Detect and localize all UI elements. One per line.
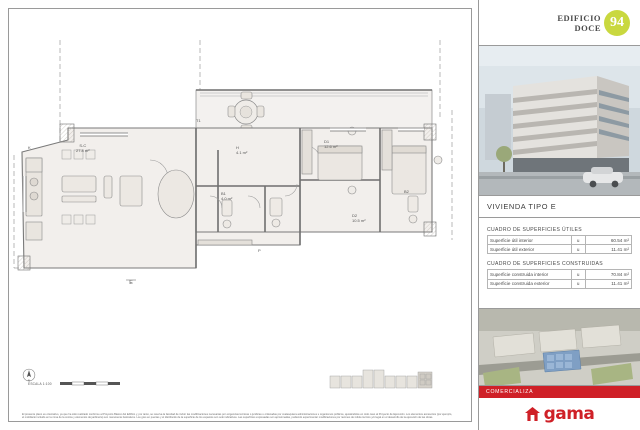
living-tag	[76, 144, 90, 154]
logo-line-2: DOCE	[574, 22, 601, 33]
table-row	[488, 236, 632, 245]
living-tag-label: S-C	[79, 143, 87, 148]
north-arrow-icon	[22, 368, 36, 382]
svg-text:E: E	[129, 280, 133, 286]
living-tag-area: 27.8 m²	[76, 147, 90, 153]
dwelling-title: VIVIENDA TIPO E	[487, 202, 557, 211]
kitchen-tag	[28, 146, 31, 151]
bed2-tag-label: D2	[352, 213, 358, 218]
bath2-tag-label: B2	[404, 189, 409, 194]
commercializer-block	[479, 386, 640, 430]
gama-logo	[479, 398, 640, 430]
row-value: 60.54 m²	[585, 236, 631, 245]
hall-tag-area: 4.1 m²	[236, 149, 248, 155]
row-unit: u	[571, 279, 585, 288]
row-unit: u	[571, 236, 585, 245]
svg-text:N: N	[27, 378, 31, 382]
scale-label: ESCALA 1:100	[28, 382, 52, 386]
legal-disclaimer: El presente plano es orientativo, ya que ha sido realizado conforme al Proyecto Básico del Edificio y, por tanto, se reserva la facultad de incluir las modificaciones necesarias por exigencias técnicas o jurídicas u ordenadas por cualesquiera administraciones u organismos públicos, ajustándolos en todo caso al Proyecto de Ejecución. Los elementos accesorios (por ejemplo, el mobiliario incluido en la zona de la cocina y elementos de jardinería) son meramente ilustrativos. Los gres en puertas y el distribuido de la superficie de los espacios son solo indicativos. Las superficies expresadas son aproximadas, pudiendo experimentar modificaciones por razones de índole técnico y/o legal en el desarrollo de la ejecución de las obras.	[22, 412, 452, 420]
bed1-tag	[324, 140, 338, 150]
logo-block	[479, 0, 640, 46]
row-label: Superficie construida exterior	[488, 279, 572, 288]
aerial-site-view	[479, 308, 640, 386]
row-label: Superficie construida interior	[488, 270, 572, 279]
info-column	[478, 0, 640, 430]
terrace-tag-label: T1	[196, 118, 201, 123]
logo-line-1: EDIFICIO	[557, 13, 601, 23]
logo-badge-number: 94	[604, 10, 630, 36]
row-unit: u	[571, 245, 585, 254]
bath1-tag	[221, 192, 232, 202]
bath1-tag-label: B1	[221, 191, 226, 196]
useful-surfaces-table	[487, 235, 632, 254]
gama-wordmark: gama	[543, 403, 595, 424]
aerial-site-image	[479, 309, 640, 386]
hall-tag-label: H	[236, 145, 239, 150]
row-value: 11.41 m²	[585, 279, 631, 288]
logo-wordmark	[557, 14, 601, 32]
built-surfaces-title: CUADRO DE SUPERFICIES CONSTRUIDAS	[487, 261, 603, 268]
corridor-tag-label: P	[258, 248, 261, 253]
bed2-tag	[352, 214, 366, 224]
bath1-tag-area: 4.0 m²	[221, 195, 233, 201]
bed2-tag-area: 10.5 m²	[352, 217, 366, 223]
house-icon	[525, 407, 540, 421]
building-render-image	[479, 46, 640, 196]
hall-tag	[236, 146, 247, 156]
bath2-tag	[404, 190, 409, 195]
row-value: 11.41 m²	[585, 245, 631, 254]
corridor-tag	[258, 248, 261, 253]
table-row	[488, 270, 632, 279]
table-row	[488, 245, 632, 254]
kitchen-tag-label: K	[28, 145, 31, 150]
useful-surfaces-title: CUADRO DE SUPERFICIES ÚTILES	[487, 227, 582, 233]
row-value: 70.84 m²	[585, 270, 631, 279]
dwelling-title-block	[479, 196, 640, 218]
bed1-tag-area: 12.6 m²	[324, 143, 338, 149]
row-label: Superficie útil interior	[488, 236, 572, 245]
commercializer-label: COMERCIALIZA	[479, 386, 640, 398]
building-render	[479, 46, 640, 196]
project-logo	[557, 10, 630, 36]
terrace-tag	[196, 118, 201, 123]
bed1-tag-label: D1	[324, 139, 330, 144]
surface-tables	[479, 218, 640, 308]
row-label: Superficie útil exterior	[488, 245, 572, 254]
table-row	[488, 279, 632, 288]
built-surfaces-table	[487, 269, 632, 288]
row-unit: u	[571, 270, 585, 279]
